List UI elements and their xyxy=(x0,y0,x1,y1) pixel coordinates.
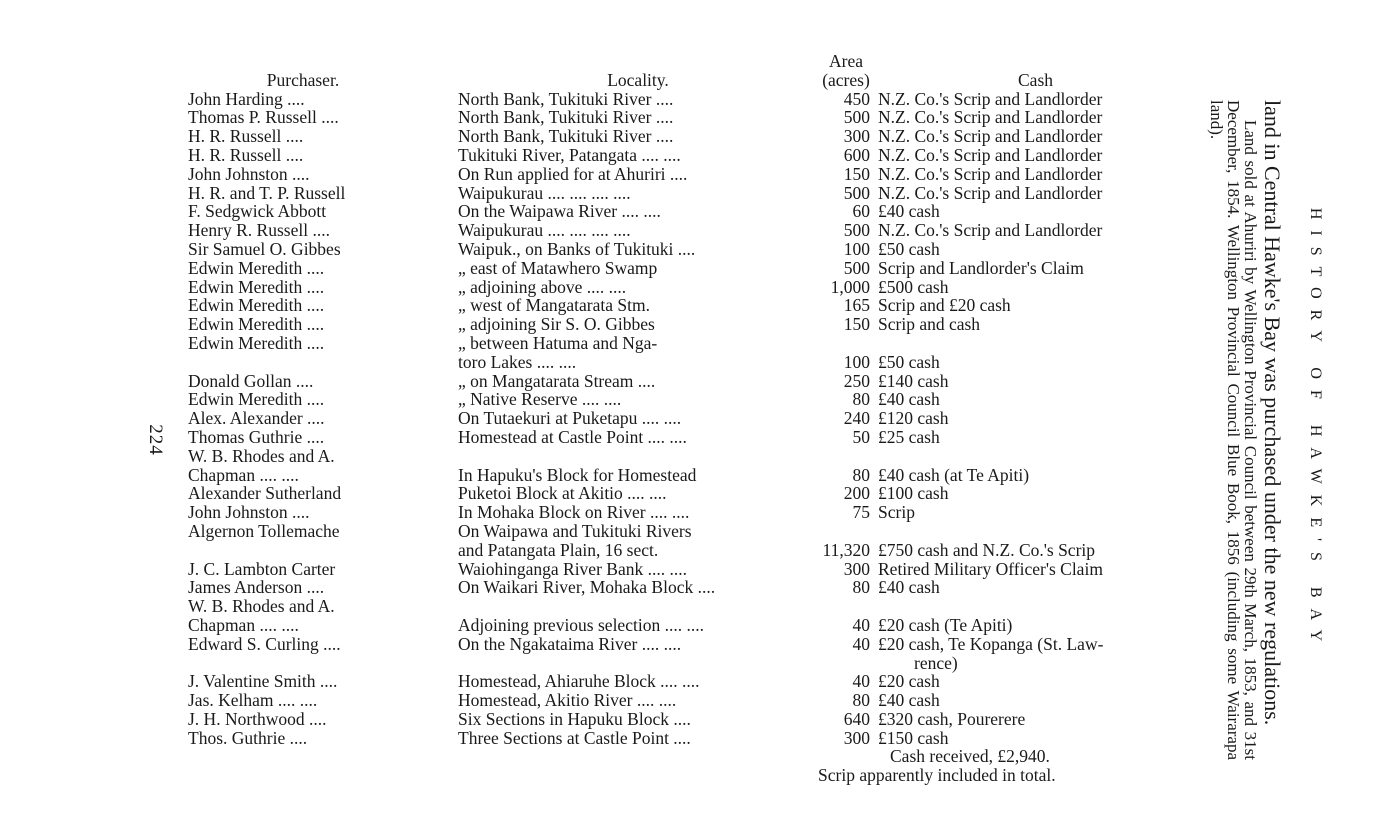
locality-cell: Waipukurau .... .... .... .... xyxy=(458,182,631,203)
cash-cell: Scrip and Landlorder's Claim xyxy=(878,257,1084,278)
cash-cell: £40 cash xyxy=(878,201,940,222)
cash-received-total: Cash received, £2,940. xyxy=(890,746,1050,767)
cash-cell: £25 cash xyxy=(878,426,940,447)
cash-cell: N.Z. Co.'s Scrip and Landlorder xyxy=(878,163,1103,184)
cash-cell: Scrip xyxy=(878,502,915,523)
table-row xyxy=(188,353,1318,372)
locality-cell: Three Sections at Castle Point .... xyxy=(458,727,691,748)
page-number: 224 xyxy=(145,424,166,456)
cash-cell: £50 cash xyxy=(878,238,940,259)
table-row xyxy=(188,372,1318,391)
purchaser-cell: Edwin Meredith .... xyxy=(188,295,325,316)
cash-cell: Retired Military Officer's Claim xyxy=(878,558,1103,579)
locality-cell: and Patangata Plain, 16 sect. xyxy=(458,539,659,560)
table-row xyxy=(188,390,1318,409)
table-row xyxy=(188,165,1318,184)
locality-cell: Puketoi Block at Akitio .... .... xyxy=(458,483,667,504)
land-sales-table xyxy=(188,52,1318,785)
purchaser-cell: Edward S. Curling .... xyxy=(188,633,341,654)
area-cell: 250 xyxy=(843,370,870,391)
purchaser-cell: Edwin Meredith .... xyxy=(188,314,325,335)
area-cell: 500 xyxy=(843,182,870,203)
locality-cell: Waipuk., on Banks of Tukituki .... xyxy=(458,238,696,259)
locality-cell: Adjoining previous selection .... .... xyxy=(458,614,704,635)
purchaser-cell xyxy=(188,654,458,673)
area-cell: 40 xyxy=(852,671,870,692)
table-row xyxy=(188,108,1318,127)
table-row xyxy=(188,503,1318,522)
locality-cell: Homestead, Akitio River .... .... xyxy=(458,690,677,711)
area-header-line1: Area xyxy=(828,51,863,71)
table-body xyxy=(188,90,1318,748)
locality-cell: North Bank, Tukituki River .... xyxy=(458,126,674,147)
purchaser-cell: Edwin Meredith .... xyxy=(188,389,325,410)
locality-cell xyxy=(458,447,818,466)
area-cell: 640 xyxy=(843,708,870,729)
purchaser-cell: W. B. Rhodes and A. xyxy=(188,445,335,466)
table-row xyxy=(188,447,1318,466)
scrip-note: Scrip apparently included in total. xyxy=(818,765,1056,786)
purchaser-cell: Edwin Meredith .... xyxy=(188,276,325,297)
area-cell: 600 xyxy=(843,144,870,165)
purchaser-cell: H. R. and T. P. Russell xyxy=(188,182,346,203)
purchaser-cell: Algernon Tollemache xyxy=(188,520,340,541)
cash-cell: £20 cash (Te Apiti) xyxy=(878,614,1013,635)
cash-cell: N.Z. Co.'s Scrip and Landlorder xyxy=(878,107,1103,128)
table-row xyxy=(188,541,1318,560)
table-row xyxy=(188,315,1318,334)
area-cell: 60 xyxy=(852,201,870,222)
locality-cell: On the Ngakataima River .... .... xyxy=(458,633,682,654)
table-row xyxy=(188,560,1318,579)
purchaser-cell: Alex. Alexander .... xyxy=(188,408,325,429)
table-row xyxy=(188,259,1318,278)
locality-cell: „ east of Matawhero Swamp xyxy=(458,257,658,278)
cash-cell: N.Z. Co.'s Scrip and Landlorder xyxy=(878,88,1103,109)
locality-cell: „ west of Mangatarata Stm. xyxy=(458,295,650,316)
purchaser-cell: Thos. Guthrie .... xyxy=(188,727,308,748)
area-cell: 500 xyxy=(843,257,870,278)
purchaser-cell: John Johnston .... xyxy=(188,502,310,523)
cash-cell: £100 cash xyxy=(878,483,949,504)
table-row xyxy=(188,202,1318,221)
area-cell: 300 xyxy=(843,126,870,147)
purchaser-cell: J. C. Lambton Carter xyxy=(188,558,336,579)
area-header-line2: (acres) xyxy=(822,69,870,90)
purchaser-cell: Chapman .... .... xyxy=(188,614,299,635)
purchaser-cell: J. Valentine Smith .... xyxy=(188,671,338,692)
table-header xyxy=(188,52,1318,90)
locality-cell: Waiohinganga River Bank .... .... xyxy=(458,558,687,579)
table-row xyxy=(188,221,1318,240)
locality-cell: On Run applied for at Ahuriri .... xyxy=(458,163,688,184)
table-row xyxy=(188,428,1318,447)
table-row xyxy=(188,296,1318,315)
area-cell: 40 xyxy=(852,633,870,654)
cash-cell: N.Z. Co.'s Scrip and Landlorder xyxy=(878,126,1103,147)
area-cell xyxy=(818,447,878,466)
cash-cell: £500 cash xyxy=(878,276,949,297)
cash-header: Cash xyxy=(1018,69,1053,90)
table-row xyxy=(188,409,1318,428)
area-cell: 80 xyxy=(852,464,870,485)
purchaser-cell: H. R. Russell .... xyxy=(188,144,304,165)
table-row xyxy=(188,522,1318,541)
rotated-text-column xyxy=(1208,100,1345,760)
cash-cell: £40 cash xyxy=(878,389,940,410)
area-cell: 80 xyxy=(852,690,870,711)
purchaser-cell: Jas. Kelham .... .... xyxy=(188,690,318,711)
cash-cell: N.Z. Co.'s Scrip and Landlorder xyxy=(878,182,1103,203)
purchaser-cell: Sir Samuel O. Gibbes xyxy=(188,238,341,259)
area-cell xyxy=(818,334,878,353)
locality-cell: In Mohaka Block on River .... .... xyxy=(458,502,690,523)
table-row xyxy=(188,654,1318,673)
purchaser-cell: John Harding .... xyxy=(188,88,305,109)
area-cell: 150 xyxy=(843,163,870,184)
area-cell: 80 xyxy=(852,577,870,598)
cash-cell: Scrip and cash xyxy=(878,314,981,335)
table-row xyxy=(188,127,1318,146)
purchaser-cell xyxy=(188,541,458,560)
table-totals xyxy=(188,747,1318,785)
cash-cell: N.Z. Co.'s Scrip and Landlorder xyxy=(878,220,1103,241)
cash-cell: £20 cash, Te Kopanga (St. Law- xyxy=(878,633,1104,654)
locality-cell: „ adjoining above .... .... xyxy=(458,276,627,297)
purchaser-cell: Thomas P. Russell .... xyxy=(188,107,339,128)
locality-cell: On the Waipawa River .... .... xyxy=(458,201,661,222)
locality-cell: Six Sections in Hapuku Block .... xyxy=(458,708,691,729)
area-cell: 300 xyxy=(843,558,870,579)
locality-cell: „ between Hatuma and Nga- xyxy=(458,332,658,353)
purchaser-cell: H. R. Russell .... xyxy=(188,126,304,147)
locality-cell xyxy=(458,597,818,616)
table-row xyxy=(188,616,1318,635)
area-cell: 100 xyxy=(843,238,870,259)
locality-cell: „ on Mangatarata Stream .... xyxy=(458,370,656,391)
area-cell: 11,320 xyxy=(822,539,870,560)
table-row xyxy=(188,240,1318,259)
locality-cell xyxy=(458,654,818,673)
area-cell: 500 xyxy=(843,107,870,128)
purchaser-cell: Henry R. Russell .... xyxy=(188,220,330,241)
purchaser-cell: James Anderson .... xyxy=(188,577,325,598)
cash-cell: £20 cash xyxy=(878,671,940,692)
cash-cell: £150 cash xyxy=(878,727,949,748)
table-row xyxy=(188,729,1318,748)
purchaser-header: Purchaser. xyxy=(266,69,340,90)
locality-cell: Homestead, Ahiaruhe Block .... .... xyxy=(458,671,700,692)
locality-cell: toro Lakes .... .... xyxy=(458,351,577,372)
area-cell: 40 xyxy=(852,614,870,635)
cash-cell: rence) xyxy=(914,652,958,673)
table-row xyxy=(188,278,1318,297)
cash-cell: £120 cash xyxy=(878,408,949,429)
purchaser-cell: Thomas Guthrie .... xyxy=(188,426,325,447)
table-row xyxy=(188,466,1318,485)
purchaser-cell: Chapman .... .... xyxy=(188,464,299,485)
area-cell xyxy=(818,597,878,616)
purchaser-cell: J. H. Northwood .... xyxy=(188,708,327,729)
area-cell: 75 xyxy=(852,502,870,523)
cash-cell: £320 cash, Pourerere xyxy=(878,708,1026,729)
table-row xyxy=(188,184,1318,203)
cash-cell: £50 cash xyxy=(878,351,940,372)
cash-cell: £40 cash (at Te Apiti) xyxy=(878,464,1030,485)
area-cell: 50 xyxy=(852,426,870,447)
cash-cell: £40 cash xyxy=(878,577,940,598)
table-row xyxy=(188,146,1318,165)
locality-cell: „ adjoining Sir S. O. Gibbes xyxy=(458,314,655,335)
cash-cell: £140 cash xyxy=(878,370,949,391)
table-row xyxy=(188,334,1318,353)
locality-cell: Homestead at Castle Point .... .... xyxy=(458,426,687,447)
area-cell: 450 xyxy=(843,88,870,109)
cash-cell: £40 cash xyxy=(878,690,940,711)
locality-cell: In Hapuku's Block for Homestead xyxy=(458,464,697,485)
table-row xyxy=(188,710,1318,729)
locality-cell: On Waipawa and Tukituki Rivers xyxy=(458,520,692,541)
purchaser-cell: Edwin Meredith .... xyxy=(188,257,325,278)
locality-cell: Waipukurau .... .... .... .... xyxy=(458,220,631,241)
area-cell: 150 xyxy=(843,314,870,335)
area-cell: 240 xyxy=(843,408,870,429)
purchaser-cell: Edwin Meredith .... xyxy=(188,332,325,353)
source-note: Land sold at Ahuriri by Wellington Provincial Council between 29th March, 1853, and 31st December, 1854. Wellington Provincial Council Blue Book, 1856 (including some Wairarapa land). xyxy=(1207,100,1260,760)
area-cell: 1,000 xyxy=(830,276,870,297)
locality-cell: On Waikari River, Mohaka Block .... xyxy=(458,577,716,598)
locality-header: Locality. xyxy=(607,69,669,90)
table-row xyxy=(188,578,1318,597)
table-row xyxy=(188,484,1318,503)
table-row xyxy=(188,691,1318,710)
locality-cell: „ Native Reserve .... .... xyxy=(458,389,622,410)
cash-cell: Scrip and £20 cash xyxy=(878,295,1011,316)
table-row xyxy=(188,635,1318,654)
area-cell: 300 xyxy=(843,727,870,748)
area-cell: 500 xyxy=(843,220,870,241)
cash-cell: N.Z. Co.'s Scrip and Landlorder xyxy=(878,144,1103,165)
purchaser-cell: Alexander Sutherland xyxy=(188,483,342,504)
locality-cell: North Bank, Tukituki River .... xyxy=(458,88,674,109)
purchaser-cell: Donald Gollan .... xyxy=(188,370,314,391)
area-cell: 100 xyxy=(843,351,870,372)
purchaser-cell: John Johnston .... xyxy=(188,163,310,184)
purchaser-cell xyxy=(188,353,458,372)
area-cell: 200 xyxy=(843,483,870,504)
running-head: HISTORY OF HAWKE'S BAY xyxy=(1307,207,1324,653)
locality-cell: Tukituki River, Patangata .... .... xyxy=(458,144,681,165)
area-cell xyxy=(818,522,878,541)
area-cell: 165 xyxy=(843,295,870,316)
purchaser-cell: F. Sedgwick Abbott xyxy=(188,201,327,222)
main-paragraph: land in Central Hawke's Bay was purchased under the new regulations. xyxy=(1260,100,1285,726)
table-row xyxy=(188,597,1318,616)
table-row xyxy=(188,672,1318,691)
cash-cell: £750 cash and N.Z. Co.'s Scrip xyxy=(878,539,1096,560)
area-cell: 80 xyxy=(852,389,870,410)
locality-cell: North Bank, Tukituki River .... xyxy=(458,107,674,128)
area-cell xyxy=(818,654,878,673)
locality-cell: On Tutaekuri at Puketapu .... .... xyxy=(458,408,682,429)
purchaser-cell: W. B. Rhodes and A. xyxy=(188,596,335,617)
table-row xyxy=(188,90,1318,109)
